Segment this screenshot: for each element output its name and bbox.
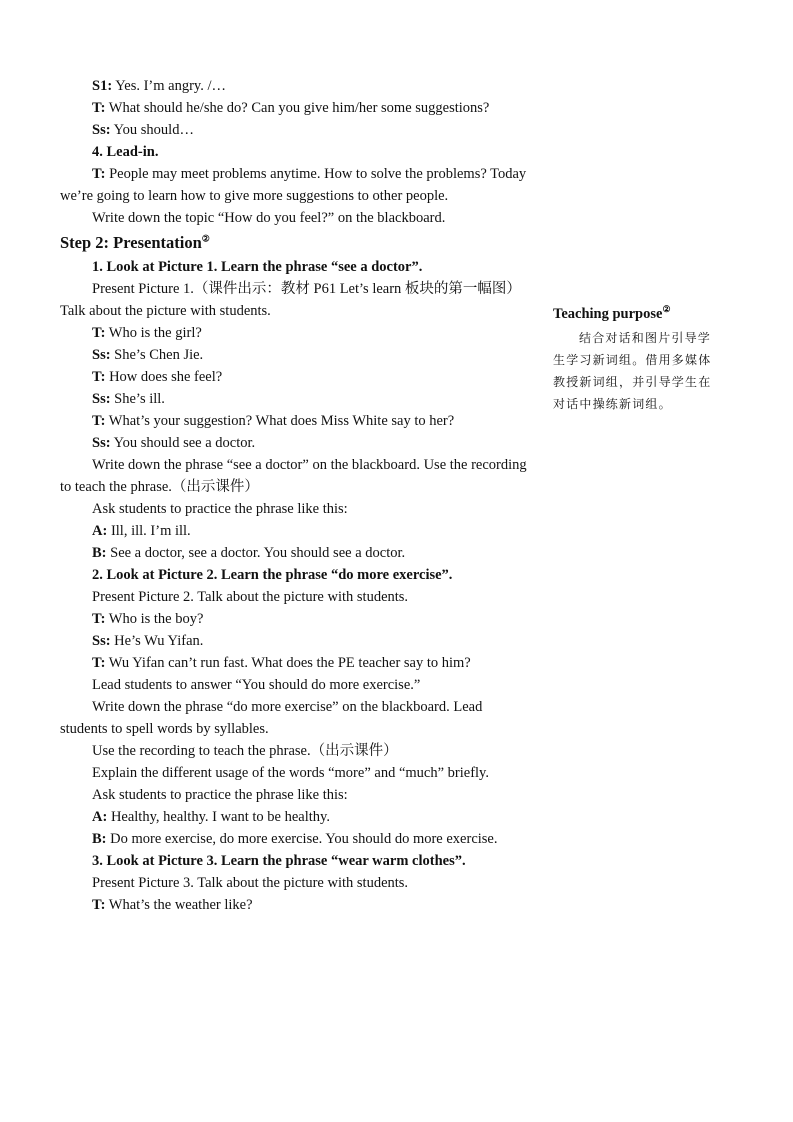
paragraph-text: You should see a doctor.	[110, 435, 256, 451]
instruction-paragraph	[60, 872, 530, 894]
paragraph-text: Lead students to answer “You should do more exercise.”	[92, 677, 421, 693]
instruction-paragraph	[60, 454, 530, 498]
dialogue-line	[60, 366, 530, 388]
footnote-marker: ②	[662, 304, 671, 315]
paragraph-text: Wu Yifan can’t run fast. What does the PE teacher say to him?	[105, 655, 471, 671]
speaker-label: B:	[92, 831, 107, 847]
paragraph-text: Ill, ill. I’m ill.	[107, 523, 191, 539]
speaker-label: T:	[92, 413, 106, 429]
speaker-label: Ss:	[92, 122, 111, 138]
instruction-paragraph	[60, 207, 530, 229]
paragraph-text: Present Picture 3. Talk about the picture with students.	[92, 875, 409, 891]
paragraph-text: You should…	[110, 122, 194, 138]
section-heading: 3. Look at Picture 3. Learn the phrase “wear warm clothes”.	[92, 853, 466, 869]
speaker-label: T:	[92, 369, 106, 385]
paragraph-text: What’s the weather like?	[105, 897, 253, 913]
paragraph-text: Ask students to practice the phrase like this:	[92, 501, 348, 517]
paragraph-text: What should he/she do? Can you give him/her some suggestions?	[105, 100, 490, 116]
instruction-paragraph	[60, 762, 530, 784]
speaker-label: S1:	[92, 78, 113, 94]
paragraph-text: What’s your suggestion? What does Miss White say to her?	[105, 413, 455, 429]
paragraph-text: Write down the phrase “see a doctor” on the blackboard. Use the recording to teach the phrase.（出示课件）	[60, 457, 527, 495]
dialogue-line	[60, 894, 530, 916]
dialogue-line	[60, 608, 530, 630]
speaker-label: T:	[92, 611, 106, 627]
instruction-paragraph	[60, 498, 530, 520]
speaker-label: A:	[92, 523, 108, 539]
speaker-label: Ss:	[92, 435, 111, 451]
paragraph-text: Write down the phrase “do more exercise” on the blackboard. Lead students to spell words by syllables.	[60, 699, 483, 737]
paragraph-text: See a doctor, see a doctor. You should see a doctor.	[106, 545, 406, 561]
dialogue-line	[60, 344, 530, 366]
dialogue-line	[60, 163, 530, 207]
paragraph-text: Present Picture 2. Talk about the picture with students.	[92, 589, 409, 605]
dialogue-line	[60, 542, 530, 564]
instruction-paragraph	[60, 740, 530, 762]
instruction-paragraph	[60, 674, 530, 696]
paragraph-text: Present Picture 1.（课件出示：教材 P61 Let’s learn 板块的第一幅图）Talk about the picture with students.	[60, 281, 521, 319]
speaker-label: T:	[92, 655, 106, 671]
teaching-purpose-text: 结合对话和图片引导学生学习新词组。借用多媒体教授新词组，并引导学生在对话中操练新词组。	[553, 331, 712, 411]
speaker-label: T:	[92, 325, 106, 341]
dialogue-line	[60, 410, 530, 432]
dialogue-line	[60, 520, 530, 542]
dialogue-line	[60, 806, 530, 828]
dialogue-line	[60, 828, 530, 850]
teaching-purpose-title	[553, 303, 721, 325]
paragraph-text: Ask students to practice the phrase like this:	[92, 787, 348, 803]
paragraph-text: Yes. I’m angry. /…	[112, 78, 227, 94]
paragraph-text: Explain the different usage of the words “more” and “much” briefly.	[92, 765, 489, 781]
dialogue-line	[60, 388, 530, 410]
dialogue-line	[60, 630, 530, 652]
paragraph-text: Who is the boy?	[105, 611, 204, 627]
instruction-paragraph	[60, 784, 530, 806]
paragraph-text: Use the recording to teach the phrase.（出示课件）	[92, 743, 398, 759]
paragraph-text: She’s ill.	[110, 391, 165, 407]
speaker-label: T:	[92, 166, 106, 182]
dialogue-line	[60, 322, 530, 344]
step-heading-text: Step 2: Presentation	[60, 233, 202, 252]
section-heading: 1. Look at Picture 1. Learn the phrase “see a doctor”.	[92, 259, 423, 275]
instruction-paragraph	[60, 586, 530, 608]
paragraph-text: Healthy, healthy. I want to be healthy.	[107, 809, 330, 825]
speaker-label: T:	[92, 100, 106, 116]
speaker-label: T:	[92, 897, 106, 913]
instruction-paragraph	[60, 278, 530, 322]
teaching-purpose-note	[553, 303, 721, 415]
section-heading: 2. Look at Picture 2. Learn the phrase “do more exercise”.	[92, 567, 453, 583]
dialogue-line	[60, 652, 530, 674]
section-heading: 4. Lead-in.	[92, 144, 159, 160]
paragraph-text: He’s Wu Yifan.	[110, 633, 204, 649]
paragraph-text: Write down the topic “How do you feel?” on the blackboard.	[92, 210, 446, 226]
speaker-label: Ss:	[92, 391, 111, 407]
dialogue-line	[60, 75, 530, 97]
speaker-label: Ss:	[92, 633, 111, 649]
paragraph-text: Who is the girl?	[105, 325, 202, 341]
speaker-label: Ss:	[92, 347, 111, 363]
dialogue-line	[60, 97, 530, 119]
dialogue-line	[60, 432, 530, 454]
step-heading	[60, 231, 530, 255]
teaching-purpose-title-text: Teaching purpose	[553, 306, 663, 322]
paragraph-text: People may meet problems anytime. How to solve the problems? Today we’re going to learn how to give more suggestions to other people.	[60, 166, 527, 204]
instruction-paragraph	[60, 696, 530, 740]
paragraph-text: She’s Chen Jie.	[110, 347, 204, 363]
paragraph-text: Do more exercise, do more exercise. You should do more exercise.	[106, 831, 498, 847]
lesson-body	[60, 75, 530, 916]
paragraph-text: How does she feel?	[105, 369, 223, 385]
speaker-label: B:	[92, 545, 107, 561]
dialogue-line	[60, 119, 530, 141]
footnote-marker: ②	[201, 233, 210, 244]
speaker-label: A:	[92, 809, 108, 825]
